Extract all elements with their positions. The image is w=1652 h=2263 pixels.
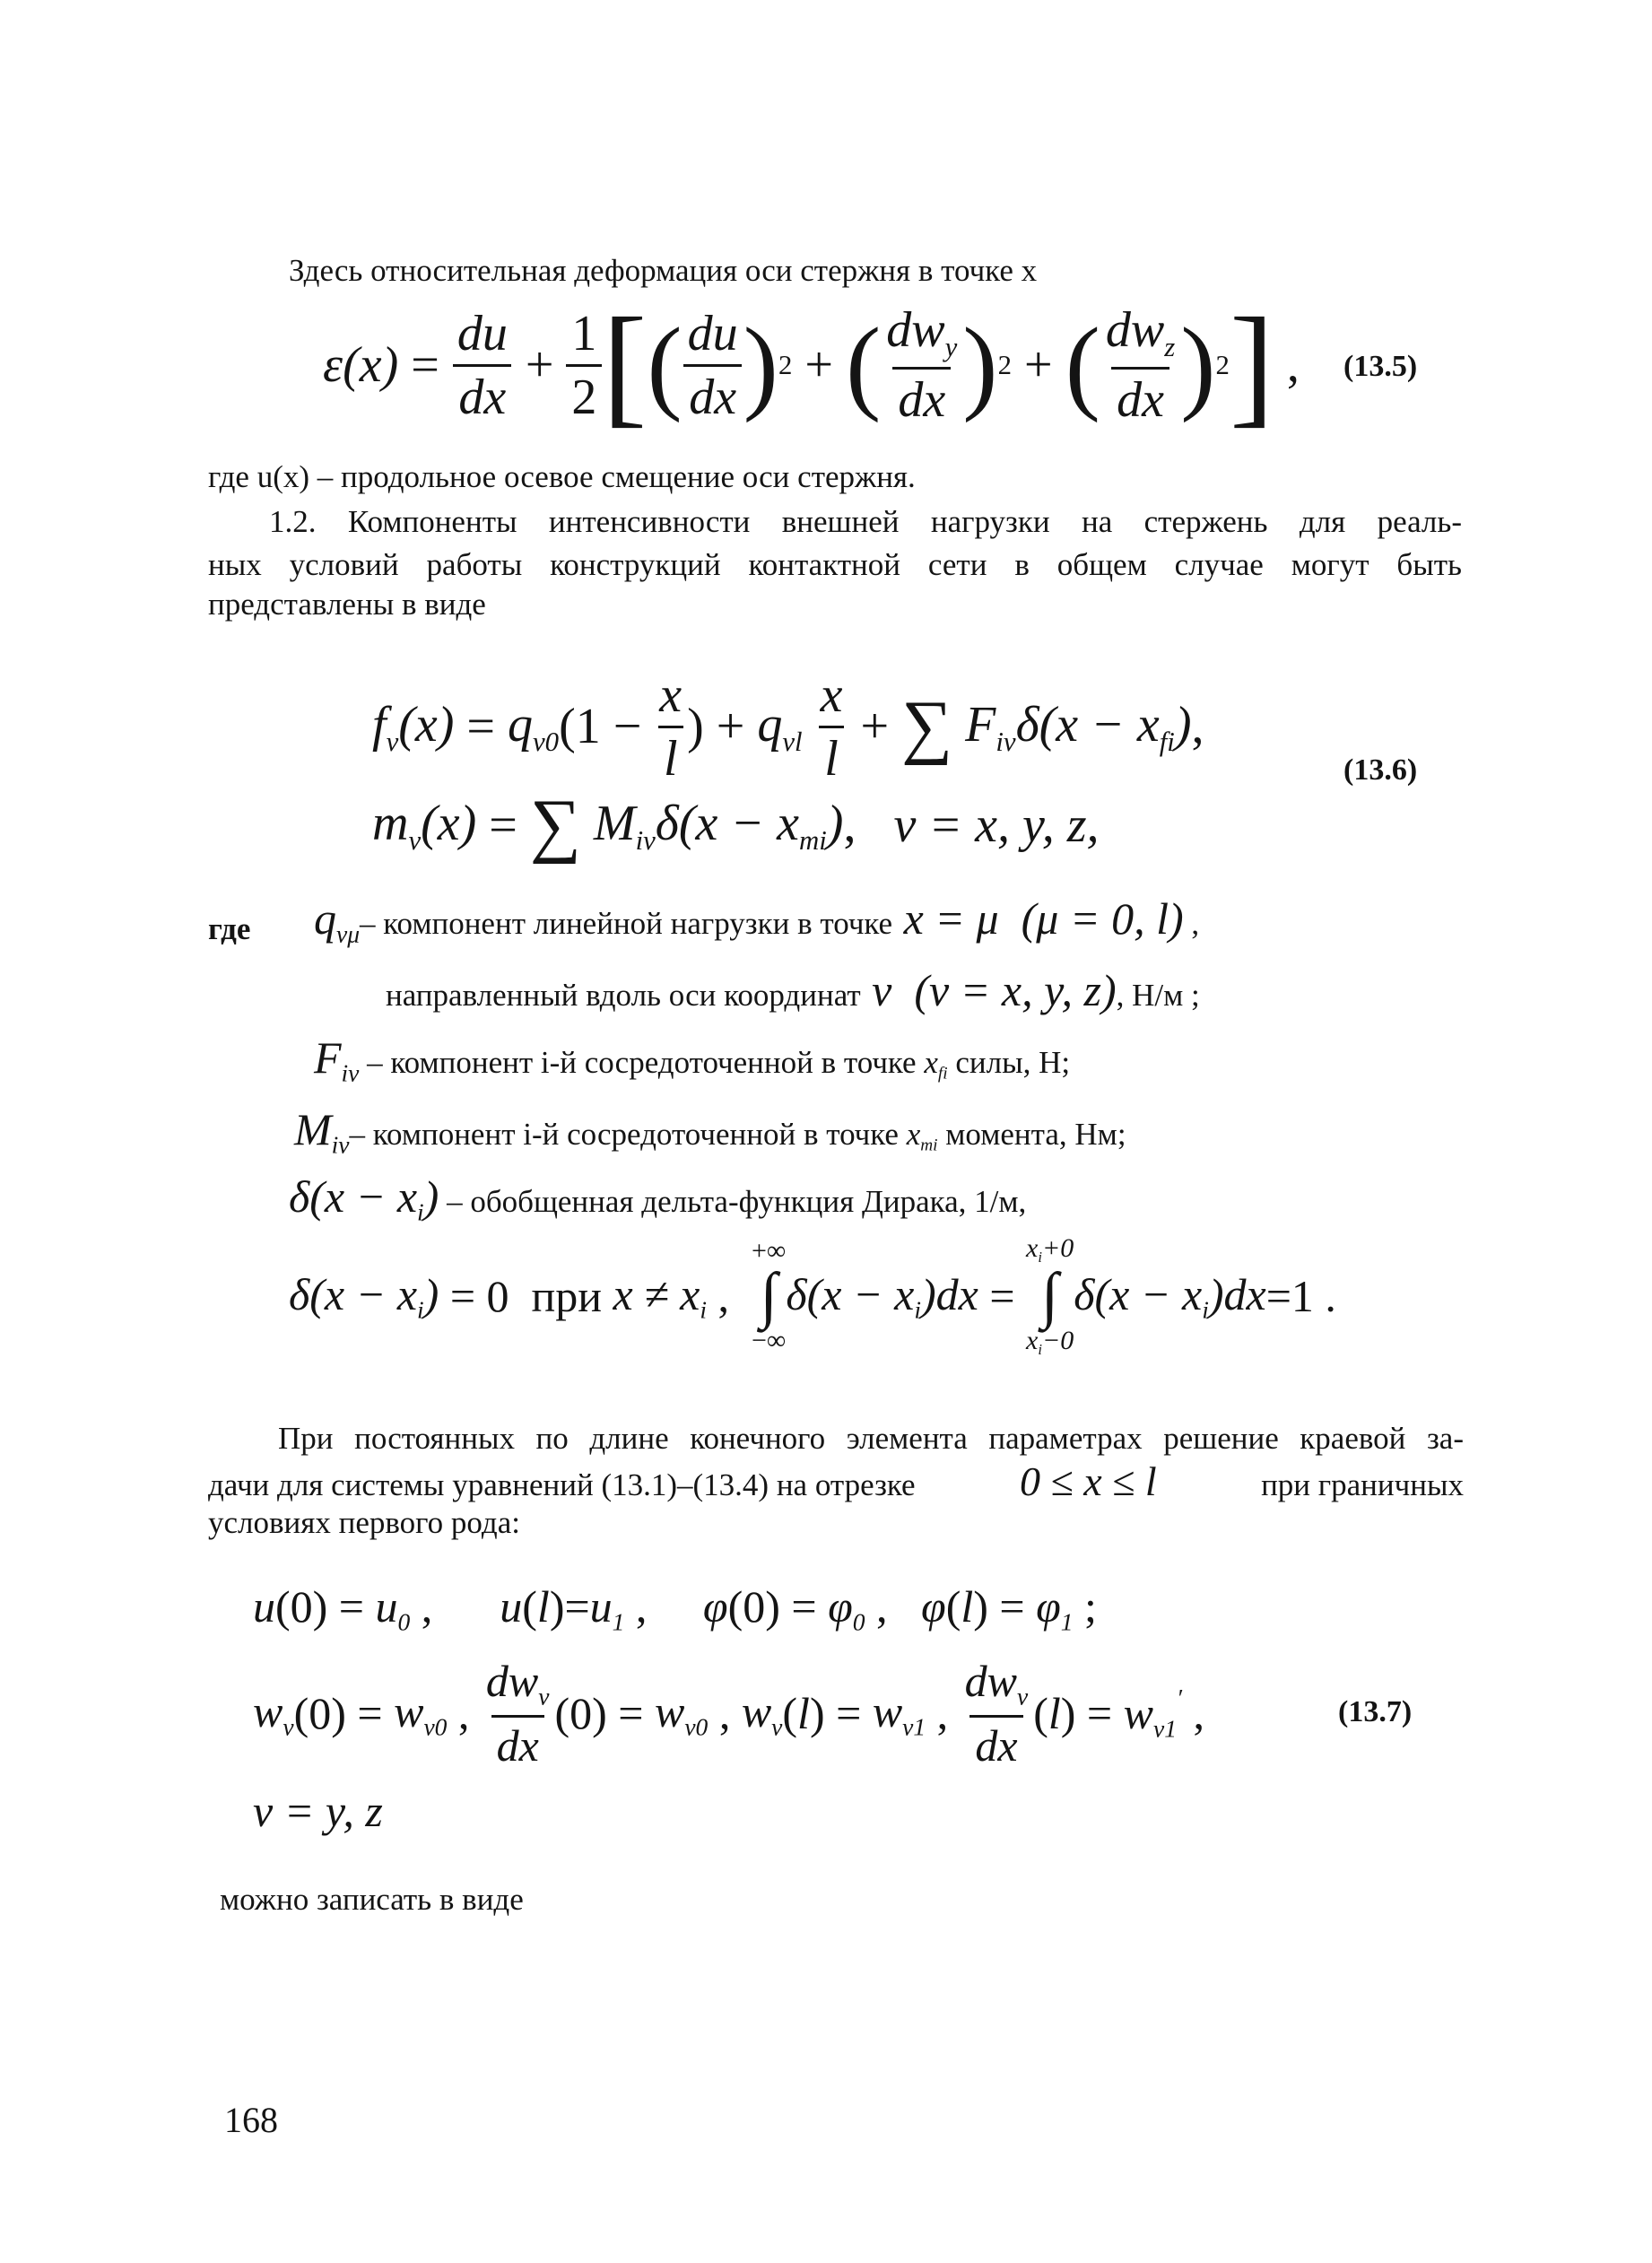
def-q-desc: – компонент линейной нагрузки в точке (360, 906, 893, 941)
delta-equation: $\delta(x - x_i)$ = 0 при $x \ne x_i$ , +∞ ∫ −∞ $\delta(x - x_i)dx$ = $x_i+0$ ∫ $x_i-0$ $\delta(x - x_i)dx$ =1 . (289, 1232, 1336, 1358)
def-delta-desc: – обобщенная дельта-функция Дирака, 1/м, (447, 1184, 1027, 1219)
def-F-desc-a: – компонент i-й сосредоточенной в точке (367, 1045, 917, 1080)
equation-13-6-line2: $m_\nu(x)$ = ∑ $M_{i\nu}\delta(x - x_{mi})$ , ν = x, y, z, (372, 786, 1100, 865)
para-1-2-line1: 1.2. Компоненты интенсивности внешней нагрузки на стержень для реаль- (269, 504, 1462, 539)
def-q-dir-text: направленный вдоль оси координат (386, 978, 861, 1013)
intro-text: Здесь относительная деформация оси стержня в точке x (289, 253, 1038, 288)
delta-pri: при (531, 1271, 603, 1321)
para-1-2-line2: ных условий работы конструкций контактной сети в общем случае могут быть (208, 547, 1462, 582)
def-q-direction: направленный вдоль оси координат ν (ν = x, y, z) , Н/м ; (386, 964, 1200, 1019)
def-M: $M_{i\nu}$ – компонент i-й сосредоточенной в точке $x_{mi}$ момента, Нм; (294, 1104, 1126, 1159)
def-q: $q_{\nu\mu}$ – компонент линейной нагрузки в точке x = μ (μ = 0, l) , (314, 893, 1200, 948)
para-1-2-line3: представлены в виде (208, 587, 486, 622)
def-F-desc-b: силы, Н; (955, 1045, 1071, 1080)
where-label: где (208, 911, 251, 946)
eq13-5-lhs: ε(x) (323, 337, 399, 393)
closing-text: можно записать в виде (220, 1882, 524, 1917)
page-number: 168 (224, 2100, 278, 2140)
def-M-desc-a: – компонент i-й сосредоточенной в точке (349, 1117, 899, 1152)
para-const-line3: условиях первого рода: (208, 1505, 520, 1540)
where-u-text: где u(x) – продольное осевое смещение оси стержня. (208, 459, 916, 494)
para-const-line2b: при граничных (1261, 1467, 1464, 1502)
equation-13-6-line1: $f_\nu(x)$ = $q_{\nu 0}$ (1 − $\frac{x}{l}$ ) + $q_{\nu l}$ $\frac{x}{l}$ + ∑ $F_{i\nu}\delta(x - x_{fi})$ , (372, 666, 1204, 787)
def-M-desc-b: момента, Нм; (945, 1117, 1126, 1152)
def-delta: $\delta(x - x_i)$ – обобщенная дельта-функция Дирака, 1/м, (289, 1171, 1027, 1226)
equation-13-7-line2: $w_\nu$ (0) = $w_{\nu 0}$ , $\frac{dw_\nu}{dx}$ (0) = $w_{\nu 0}$ , $w_\nu$ ( l ) = $w_{\nu 1}$ , $\frac{dw_\nu}{dx}$ ( l ) = $w_{\nu 1}'$ , (253, 1656, 1204, 1771)
eq13-5-number: (13.5) (1343, 350, 1418, 383)
para-const-line2a: дачи для системы уравнений (13.1)–(13.4) на отрезке (208, 1467, 916, 1502)
def-F: $F_{i\nu}$ – компонент i-й сосредоточенной в точке $x_{fi}$ силы, Н; (314, 1032, 1071, 1087)
def-q-unit: , Н/м ; (1116, 978, 1200, 1013)
para-const-line2: дачи для системы уравнений (13.1)–(13.4) на отрезке 0 ≤ x ≤ l при граничных (208, 1458, 1464, 1509)
delta-end: =1 . (1265, 1271, 1336, 1321)
eq13-7-number: (13.7) (1338, 1695, 1413, 1728)
eq13-7-nu-line: ν = y, z (253, 1786, 383, 1836)
eq13-6-number: (13.6) (1343, 753, 1418, 787)
equation-13-7-line1: $u(0) = u_0$ , $u(l)=u_1$ , $\varphi(0) = \varphi_0$ , $\varphi(l) = \varphi_1$ ; (253, 1581, 1097, 1636)
para-const-line1: При постоянных по длине конечного элемента параметрах решение краевой за- (278, 1421, 1464, 1456)
equation-13-5: ε(x) = $\frac{du}{dx}$ + $\frac{1}{2}$ [ ( $\frac{du}{dx}$ ) 2 + ( $\frac{dw_y}{dx}$ ) 2 + ( $\frac{dw_z}{dx}$ ) 2 ] , (323, 291, 1300, 440)
